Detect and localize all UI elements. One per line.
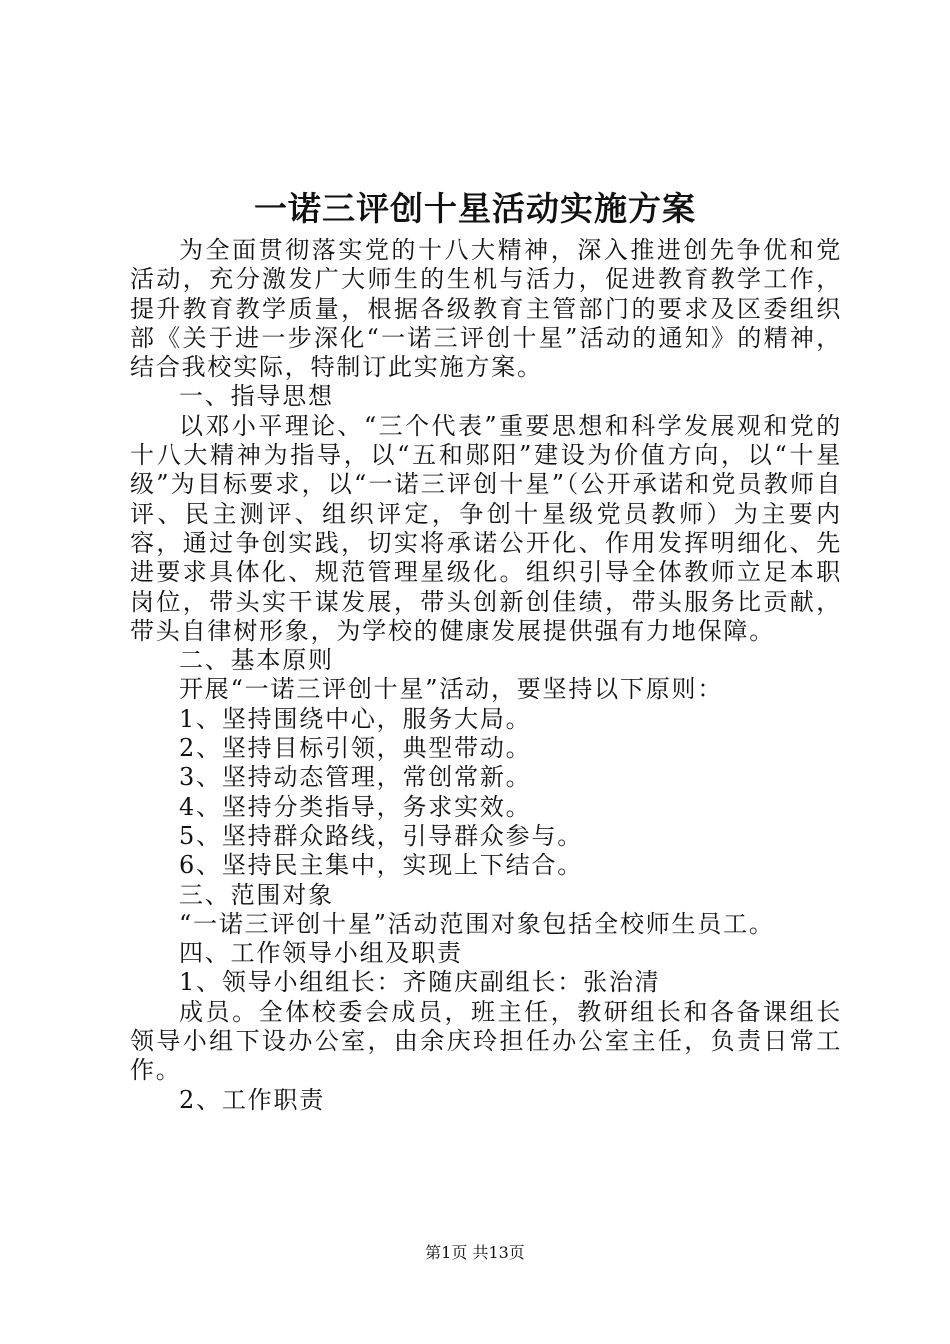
list-item-principle-1: 1、坚持围绕中心，服务大局。 <box>179 704 532 733</box>
paragraph-principles-intro: 开展“一诺三评创十星”活动，要坚持以下原则： <box>179 675 724 704</box>
section-heading-guiding-thought: 一、指导思想 <box>179 382 334 411</box>
list-item-principle-2: 2、坚持目标引领，典型带动。 <box>179 734 532 763</box>
paragraph-group-members: 成员。全体校委会成员，班主任，教研组长和各备课组长领导小组下设办公室，由余庆玲担任办公室主任，负责日常工作。 <box>130 997 842 1085</box>
paragraph-group-leaders: 1、领导小组组长：齐随庆副组长：张治清 <box>179 968 661 997</box>
section-heading-basic-principles: 二、基本原则 <box>179 646 334 675</box>
paragraph-work-duties: 2、工作职责 <box>179 1085 326 1114</box>
document-body <box>130 236 842 1115</box>
list-item-principle-3: 3、坚持动态管理，常创常新。 <box>179 763 532 792</box>
paragraph-guiding-thought: 以邓小平理论、“三个代表”重要思想和科学发展观和党的十八大精神为指导，以“五和郧阳”建设为价值方向，以“十星级”为目标要求，以“一诺三评创十星”（公开承诺和党员教师自评、民主测评、组织评定，争创十星级党员教师）为主要内容，通过争创实践，切实将承诺公开化、作用发挥明细化、先进要求具体化、规范管理星级化。组织引导全体教师立足本职岗位，带头实干谋发展，带头创新创佳绩，带头服务比贡献，带头自律树形象，为学校的健康发展提供强有力地保障。 <box>130 411 842 645</box>
list-item-principle-4: 4、坚持分类指导，务求实效。 <box>179 792 532 821</box>
document-title: 一诺三评创十星活动实施方案 <box>254 189 696 228</box>
section-heading-scope: 三、范围对象 <box>179 880 334 909</box>
paragraph-scope: “一诺三评创十星”活动范围对象包括全校师生员工。 <box>179 909 775 938</box>
list-item-principle-6: 6、坚持民主集中，实现上下结合。 <box>179 851 584 880</box>
page-number-footer: 第1页 共13页 <box>425 1243 525 1262</box>
paragraph-intro: 为全面贯彻落实党的十八大精神，深入推进创先争优和党活动，充分激发广大师生的生机与活力，促进教育教学工作，提升教育教学质量，根据各级教育主管部门的要求及区委组织部《关于进一步深化“一诺三评创十星”活动的通知》的精神，结合我校实际，特制订此实施方案。 <box>130 236 842 382</box>
section-heading-leadership-group: 四、工作领导小组及职责 <box>179 939 463 968</box>
list-item-principle-5: 5、坚持群众路线，引导群众参与。 <box>179 821 584 850</box>
